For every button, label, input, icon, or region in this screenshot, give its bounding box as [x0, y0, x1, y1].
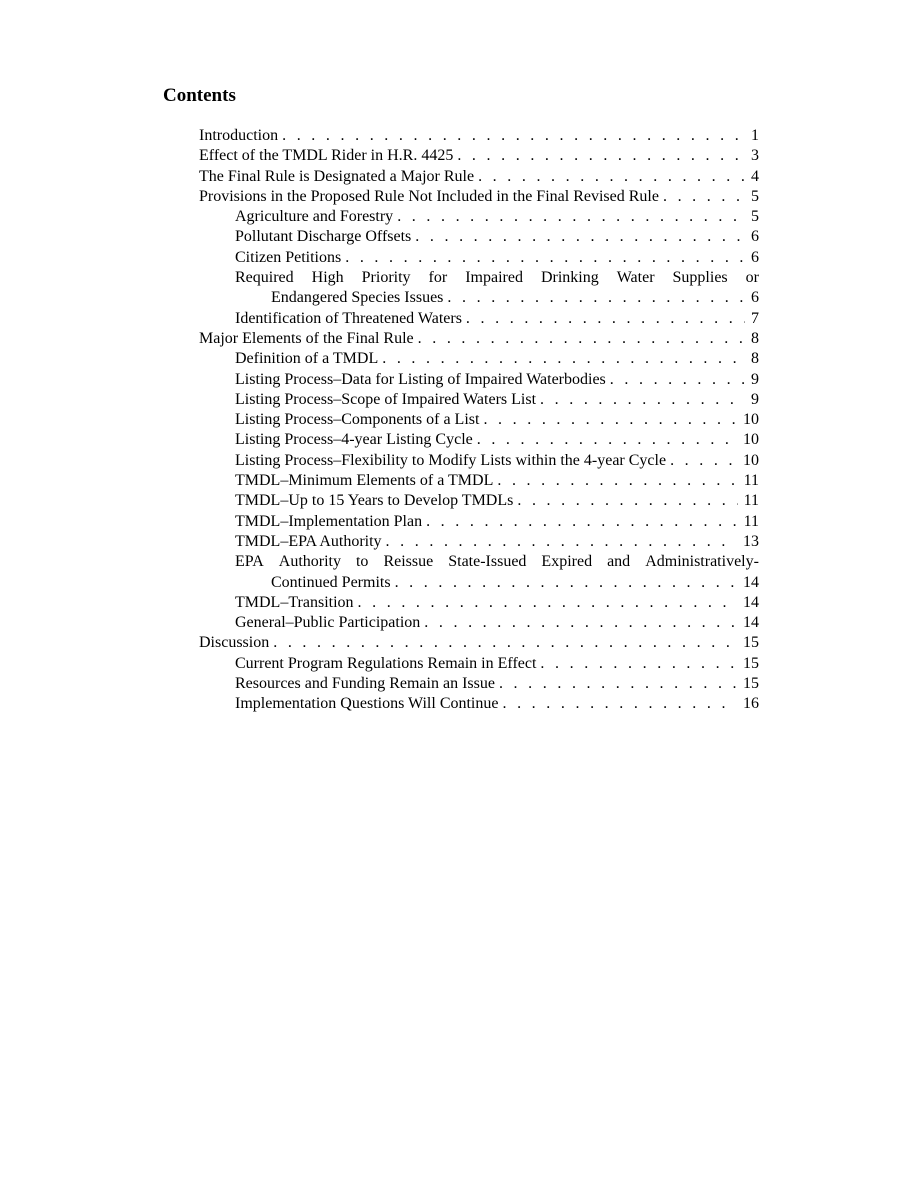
- dot-leader: [426, 512, 738, 532]
- toc-page-number: 9: [751, 390, 759, 408]
- word: Administratively-: [645, 553, 759, 571]
- dot-leader: [663, 187, 745, 207]
- toc-page-number: 1: [751, 127, 759, 144]
- word: or: [745, 269, 759, 287]
- toc-entry-tmdl-transition[interactable]: [199, 593, 759, 613]
- toc-entry-pollutant-offsets[interactable]: [199, 227, 759, 247]
- toc-entry-label-line1: [235, 268, 759, 288]
- word: Priority: [361, 269, 411, 287]
- dot-leader: [502, 694, 737, 714]
- toc-entry-label: Listing Process–4-year Listing Cycle: [235, 431, 473, 449]
- dot-leader: [477, 430, 737, 450]
- toc-page-number: 11: [743, 472, 759, 490]
- dot-leader: [382, 349, 745, 369]
- dot-leader: [386, 532, 737, 552]
- toc-entry-label: Listing Process–Flexibility to Modify Lists within the 4-year Cycle: [235, 451, 667, 469]
- toc-entry-label: Citizen Petitions: [235, 248, 342, 266]
- toc-page-number: 14: [743, 593, 759, 611]
- toc-page-number: 15: [743, 654, 759, 672]
- toc-entry-introduction[interactable]: [199, 126, 759, 146]
- toc-page-number: 14: [743, 614, 759, 632]
- toc-entry-resources-funding[interactable]: [199, 674, 759, 694]
- dot-leader: [415, 227, 745, 247]
- dot-leader: [395, 573, 737, 593]
- toc-entry-label: Listing Process–Components of a List: [235, 411, 480, 429]
- toc-entry-discussion[interactable]: [199, 633, 759, 653]
- toc-page-number: 7: [751, 309, 759, 327]
- word: to: [355, 553, 369, 571]
- toc-page-number: 15: [743, 675, 759, 693]
- dot-leader: [457, 146, 745, 166]
- dot-leader: [345, 248, 745, 268]
- toc-entry-listing-flexibility[interactable]: [199, 451, 759, 471]
- toc-entry-label: Discussion: [199, 634, 270, 652]
- word: Authority: [278, 553, 341, 571]
- dot-leader: [540, 390, 745, 410]
- word: Water: [616, 269, 655, 287]
- toc-entry-label-line2: [235, 288, 759, 308]
- toc-entry-label: Continued Permits: [271, 573, 391, 591]
- toc-entry-public-participation[interactable]: [199, 613, 759, 633]
- dot-leader: [478, 167, 745, 187]
- toc-entry-label: Listing Process–Data for Listing of Impaired Waterbodies: [235, 370, 606, 388]
- toc-entry-current-regulations[interactable]: [199, 654, 759, 674]
- toc-page-number: 6: [751, 228, 759, 246]
- dot-leader: [670, 451, 737, 471]
- toc-entry-listing-data[interactable]: [199, 370, 759, 390]
- dot-leader: [424, 613, 737, 633]
- word: Expired: [541, 553, 593, 571]
- toc-entry-threatened-waters[interactable]: [199, 309, 759, 329]
- toc-entry-high-priority[interactable]: [199, 268, 759, 309]
- toc-page-number: 11: [743, 512, 759, 530]
- dot-leader: [358, 593, 737, 613]
- toc-page-number: 11: [743, 492, 759, 510]
- toc-entry-tmdl-15-years[interactable]: [199, 491, 759, 511]
- toc-entry-label: Introduction: [199, 127, 279, 144]
- toc-entry-label: Definition of a TMDL: [235, 350, 379, 368]
- toc-entry-listing-components[interactable]: [199, 410, 759, 430]
- toc-entry-label: The Final Rule is Designated a Major Rule: [199, 167, 475, 185]
- toc-entry-tmdl-implementation-plan[interactable]: [199, 512, 759, 532]
- toc-entry-label: Pollutant Discharge Offsets: [235, 228, 412, 246]
- toc-entry-label: Effect of the TMDL Rider in H.R. 4425: [199, 147, 454, 165]
- toc-entry-tmdl-minimum-elements[interactable]: [199, 471, 759, 491]
- word: Required: [235, 269, 294, 287]
- toc-entry-label: Endangered Species Issues: [271, 289, 444, 307]
- word: Drinking: [540, 269, 599, 287]
- toc-entry-tmdl-rider[interactable]: [199, 146, 759, 166]
- toc-entry-label: Listing Process–Scope of Impaired Waters List: [235, 390, 537, 408]
- toc-entry-epa-reissue-permits[interactable]: [199, 552, 759, 593]
- dot-leader: [418, 329, 745, 349]
- toc-entry-label: TMDL–Transition: [235, 593, 354, 611]
- toc-page-number: 10: [743, 411, 759, 429]
- toc-entry-implementation-questions[interactable]: [199, 694, 759, 714]
- toc-page-number: 10: [743, 431, 759, 449]
- dot-leader: [483, 410, 737, 430]
- toc-page-number: 15: [743, 634, 759, 652]
- toc-entry-label: TMDL–Minimum Elements of a TMDL: [235, 472, 494, 490]
- toc-page-number: 8: [751, 350, 759, 368]
- dot-leader: [499, 674, 737, 694]
- toc-entry-label: Resources and Funding Remain an Issue: [235, 675, 495, 693]
- toc-page-number: 13: [743, 532, 759, 550]
- toc-page-number: 10: [743, 451, 759, 469]
- toc-entry-label: TMDL–Implementation Plan: [235, 512, 423, 530]
- dot-leader: [282, 126, 745, 146]
- dot-leader: [466, 309, 745, 329]
- word: State-Issued: [448, 553, 527, 571]
- toc-entry-provisions-not-included[interactable]: [199, 187, 759, 207]
- word: High: [311, 269, 344, 287]
- toc-page-number: 5: [751, 208, 759, 226]
- toc-entry-agriculture-forestry[interactable]: [199, 207, 759, 227]
- toc-entry-label: Implementation Questions Will Continue: [235, 695, 499, 713]
- toc-page-number: 3: [751, 147, 759, 165]
- toc-page-number: 8: [751, 329, 759, 347]
- dot-leader: [540, 654, 737, 674]
- dot-leader: [397, 207, 745, 227]
- toc-entry-listing-scope[interactable]: [199, 390, 759, 410]
- toc-page-number: 6: [751, 289, 759, 307]
- toc-page-number: 16: [743, 695, 759, 713]
- toc-entry-definition-tmdl[interactable]: [199, 349, 759, 369]
- toc-entry-tmdl-epa-authority[interactable]: [199, 532, 759, 552]
- word: and: [607, 553, 631, 571]
- word: EPA: [235, 553, 264, 571]
- toc-entry-citizen-petitions[interactable]: [199, 248, 759, 268]
- toc-entry-label: Agriculture and Forestry: [235, 208, 394, 226]
- toc-entry-label: Major Elements of the Final Rule: [199, 329, 414, 347]
- toc-page-number: 6: [751, 248, 759, 266]
- dot-leader: [273, 633, 737, 653]
- toc-entry-label: TMDL–EPA Authority: [235, 532, 382, 550]
- toc-entry-label: TMDL–Up to 15 Years to Develop TMDLs: [235, 492, 514, 510]
- toc-entry-label: Current Program Regulations Remain in Effect: [235, 654, 537, 672]
- toc-page-number: 14: [743, 573, 759, 591]
- toc-page-number: 4: [751, 167, 759, 185]
- toc-entry-label: Provisions in the Proposed Rule Not Included in the Final Revised Rule: [199, 187, 659, 205]
- toc-entry-label: Identification of Threatened Waters: [235, 309, 462, 327]
- word: for: [428, 269, 448, 287]
- toc-page-number: 9: [751, 370, 759, 388]
- dot-leader: [610, 370, 745, 390]
- word: Reissue: [383, 553, 434, 571]
- toc-entry-label: General–Public Participation: [235, 614, 421, 632]
- dot-leader: [447, 288, 745, 308]
- dot-leader: [497, 471, 737, 491]
- toc-entry-major-elements[interactable]: [199, 329, 759, 349]
- dot-leader: [517, 491, 737, 511]
- toc-entry-listing-cycle[interactable]: [199, 430, 759, 450]
- toc-page-number: 5: [751, 187, 759, 205]
- toc-entry-major-rule[interactable]: [199, 167, 759, 187]
- toc-entry-label-line2: [235, 573, 759, 593]
- toc-entry-label-line1: [235, 552, 759, 572]
- table-of-contents: [199, 126, 759, 715]
- word: Supplies: [672, 269, 728, 287]
- page-title: Contents: [163, 85, 236, 106]
- word: Impaired: [465, 269, 523, 287]
